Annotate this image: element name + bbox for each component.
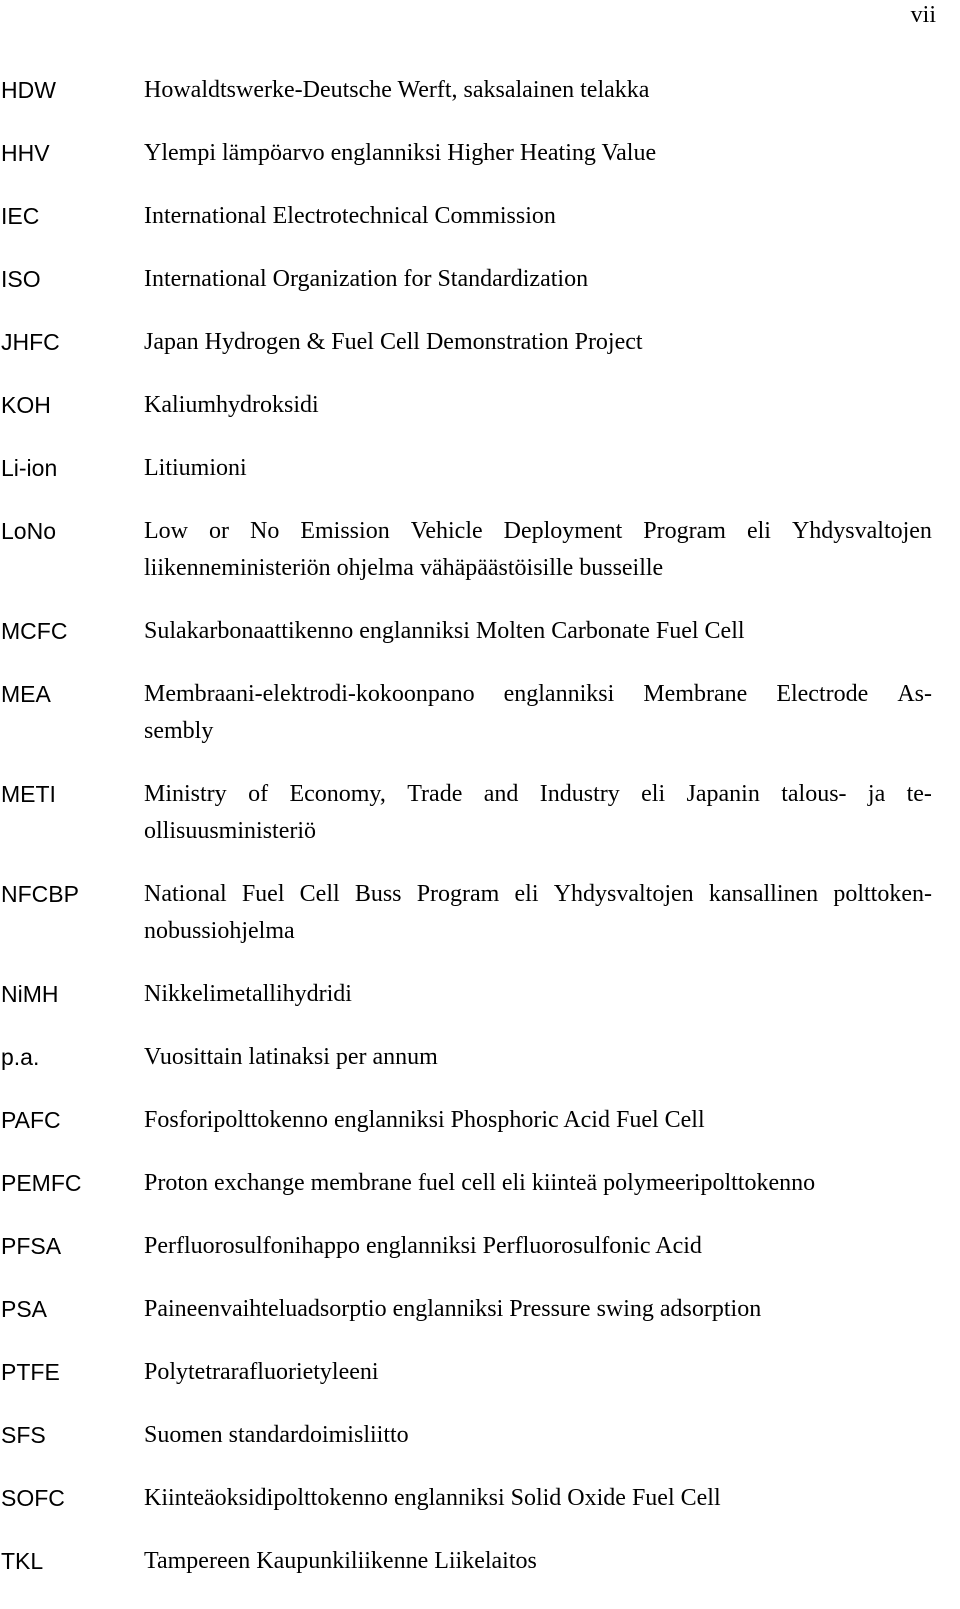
abbreviation-term: KOH	[1, 392, 51, 418]
definition-line: Litiumioni	[144, 455, 247, 481]
abbreviation-definition	[144, 876, 932, 950]
definition-line: Proton exchange membrane fuel cell eli kiinteä polymeeripolttokenno	[144, 1170, 816, 1196]
abbreviation-term: PEMFC	[1, 1170, 82, 1196]
page-number: vii	[910, 2, 936, 28]
abbreviation-definition	[144, 613, 932, 650]
abbreviation-term: Li-ion	[1, 455, 58, 481]
abbreviation-term: p.a.	[1, 1044, 40, 1070]
abbreviation-term: ISO	[1, 266, 41, 292]
definition-line: ollisuusministeriö	[144, 818, 317, 844]
definition-line: Paineenvaihteluadsorptio englanniksi Pressure swing adsorption	[144, 1296, 762, 1322]
abbreviation-definition	[144, 387, 932, 424]
definition-line: Membraani-elektrodi-kokoonpano englanniksi Membrane Electrode As-	[144, 681, 932, 707]
definition-line: Ylempi lämpöarvo englanniksi Higher Heating Value	[144, 140, 657, 166]
abbreviation-term: LoNo	[1, 518, 56, 544]
abbreviation-term: NiMH	[1, 981, 59, 1007]
abbreviation-term: SOFC	[1, 1485, 65, 1511]
abbreviation-definition	[144, 1543, 932, 1580]
abbreviation-definition	[144, 261, 932, 298]
definition-line: nobussiohjelma	[144, 918, 295, 944]
abbreviation-term: MCFC	[1, 618, 68, 644]
abbreviation-definition	[144, 1417, 932, 1454]
abbreviation-definition	[144, 1291, 932, 1328]
definition-line: sembly	[144, 718, 214, 744]
abbreviation-term: PSA	[1, 1296, 48, 1322]
abbreviation-definition	[144, 513, 932, 587]
abbreviation-term: HDW	[1, 77, 56, 103]
abbreviation-definition	[144, 450, 932, 487]
abbreviation-term: PTFE	[1, 1359, 60, 1385]
abbreviation-term: MEA	[1, 681, 51, 707]
abbreviation-definition	[144, 135, 932, 172]
definition-line: Nikkelimetallihydridi	[144, 981, 352, 1007]
abbreviation-definition	[144, 1228, 932, 1265]
definition-line: Tampereen Kaupunkiliikenne Liikelaitos	[144, 1548, 537, 1574]
abbreviation-definition	[144, 324, 932, 361]
definition-line: National Fuel Cell Buss Program eli Yhdysvaltojen kansallinen polttoken-	[144, 881, 932, 907]
abbreviation-definition	[144, 1102, 932, 1139]
abbreviation-term: SFS	[1, 1422, 46, 1448]
abbreviation-definition	[144, 676, 932, 750]
definition-line: Fosforipolttokenno englanniksi Phosphoric Acid Fuel Cell	[144, 1107, 705, 1133]
abbreviation-term: PFSA	[1, 1233, 62, 1259]
abbreviation-term: METI	[1, 781, 56, 807]
definition-line: International Electrotechnical Commission	[144, 203, 556, 229]
abbreviation-definition	[144, 198, 932, 235]
abbreviation-definition	[144, 1354, 932, 1391]
abbreviation-term: PAFC	[1, 1107, 61, 1133]
abbreviation-definition	[144, 1039, 932, 1076]
definition-line: Suomen standardoimisliitto	[144, 1422, 409, 1448]
abbreviation-definition	[144, 1165, 932, 1202]
abbreviation-term: IEC	[1, 203, 40, 229]
definition-line: Kaliumhydroksidi	[144, 392, 319, 418]
abbreviation-definition	[144, 776, 932, 850]
abbreviation-term: JHFC	[1, 329, 60, 355]
abbreviation-definition	[144, 72, 932, 109]
abbreviation-term: TKL	[1, 1548, 44, 1574]
abbreviation-term: NFCBP	[1, 881, 79, 907]
definition-line: Ministry of Economy, Trade and Industry eli Japanin talous- ja te-	[144, 781, 932, 807]
definition-line: Japan Hydrogen & Fuel Cell Demonstration Project	[144, 329, 643, 355]
abbreviation-definition	[144, 1480, 932, 1517]
definition-line: Howaldtswerke-Deutsche Werft, saksalainen telakka	[144, 77, 650, 103]
definition-line: Sulakarbonaattikenno englanniksi Molten Carbonate Fuel Cell	[144, 618, 745, 644]
definition-line: Polytetrarafluorietyleeni	[144, 1359, 379, 1385]
definition-line: liikenneministeriön ohjelma vähäpäästöisille busseille	[144, 555, 664, 581]
abbreviation-definition	[144, 976, 932, 1013]
definition-line: International Organization for Standardization	[144, 266, 589, 292]
abbreviation-term: HHV	[1, 140, 50, 166]
definition-line: Kiinteäoksidipolttokenno englanniksi Solid Oxide Fuel Cell	[144, 1485, 721, 1511]
definition-line: Perfluorosulfonihappo englanniksi Perfluorosulfonic Acid	[144, 1233, 702, 1259]
definition-line: Vuosittain latinaksi per annum	[144, 1044, 438, 1070]
definition-line: Low or No Emission Vehicle Deployment Program eli Yhdysvaltojen	[144, 518, 932, 544]
